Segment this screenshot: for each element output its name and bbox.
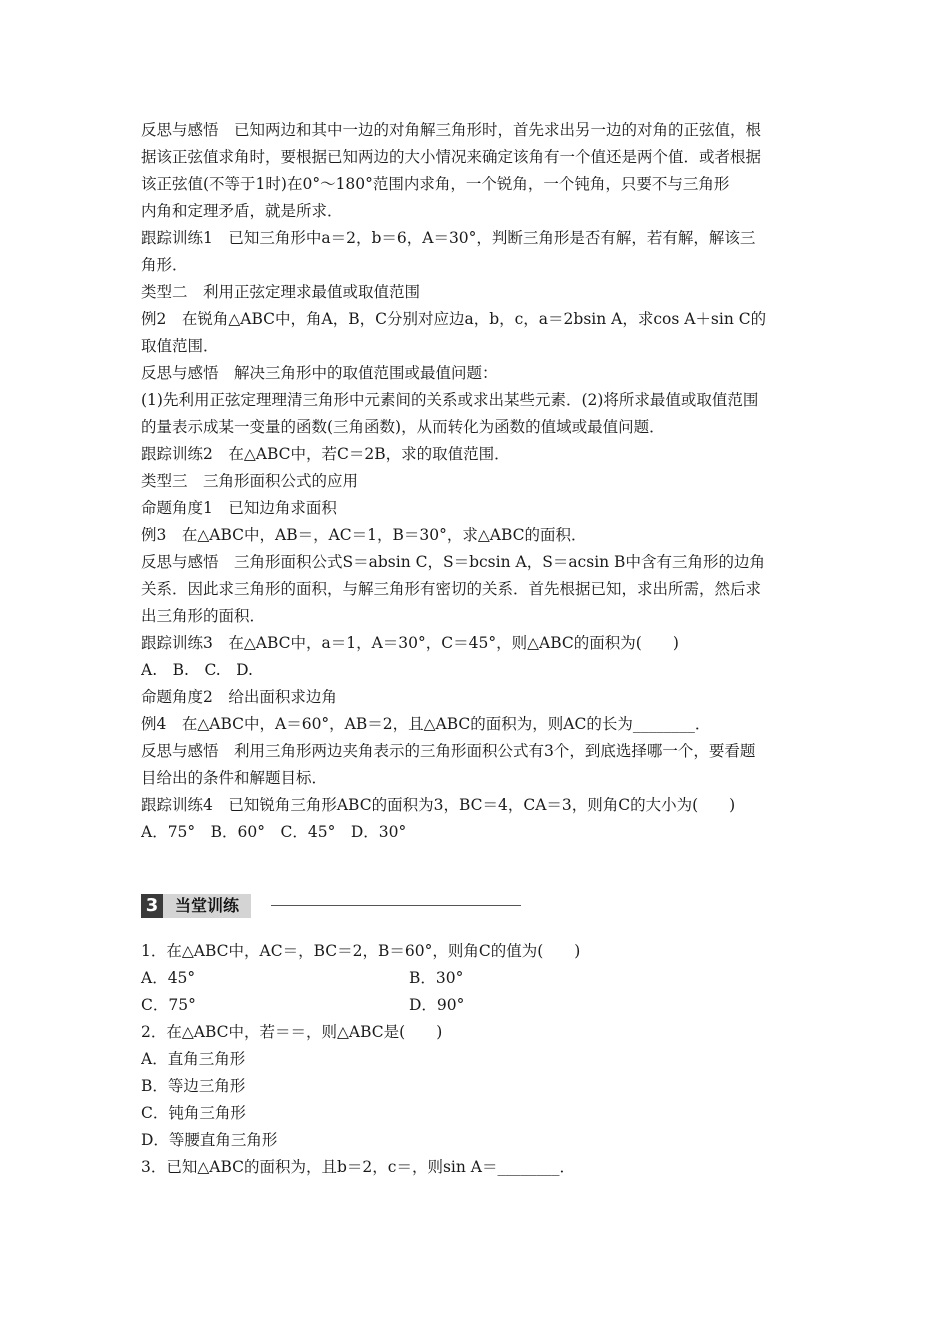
text-line: 反思与感悟 已知两边和其中一边的对角解三角形时，首先求出另一边的对角的正弦值，根 <box>141 121 762 139</box>
text-line: 内角和定理矛盾，就是所求． <box>141 202 343 220</box>
text-line: 命题角度2 给出面积求边角 <box>141 688 337 706</box>
section-banner <box>141 894 541 918</box>
text-line: 命题角度1 已知边角求面积 <box>141 499 337 517</box>
main-text-block <box>141 117 821 846</box>
section-heading: 类型三 三角形面积公式的应用 <box>141 472 359 490</box>
text-line: 该正弦值(不等于1时)在0°～180°范围内求角，一个锐角，一个钝角，只要不与三角形 <box>141 175 730 193</box>
text-line: 跟踪训练2 在△ABC中，若C＝2B，求的取值范围． <box>141 445 510 463</box>
question-3: 3．已知△ABC的面积为，且b＝2，c＝，则sin A＝________． <box>141 1158 575 1176</box>
option-d: D．等腰直角三角形 <box>141 1131 278 1149</box>
text-line: 跟踪训练1 已知三角形中a＝2，b＝6，A＝30°，判断三角形是否有解，若有解，解该三 <box>141 229 756 247</box>
option-row <box>141 965 821 992</box>
text-line: 出三角形的面积． <box>141 607 266 625</box>
text-line: 的量表示成某一变量的函数(三角函数)，从而转化为函数的值域或最值问题． <box>141 418 665 436</box>
option-d: D．90° <box>409 996 465 1014</box>
text-line: 关系．因此求三角形的面积，与解三角形有密切的关系．首先根据已知，求出所需，然后求 <box>141 580 762 598</box>
option-c: C．75° <box>141 996 196 1014</box>
question-1: 1．在△ABC中，AC＝，BC＝2，B＝60°，则角C的值为( ) <box>141 942 581 960</box>
text-line: 例3 在△ABC中，AB＝，AC＝1，B＝30°，求△ABC的面积． <box>141 526 587 544</box>
option-b: B．30° <box>409 969 464 987</box>
section-title: 当堂训练 <box>163 894 251 918</box>
exercise-block <box>141 938 821 1181</box>
text-line: 跟踪训练3 在△ABC中，a＝1，A＝30°，C＝45°，则△ABC的面积为( ) <box>141 634 679 652</box>
section-heading: 类型二 利用正弦定理求最值或取值范围 <box>141 283 421 301</box>
text-line: 取值范围． <box>141 337 219 355</box>
text-line: 例4 在△ABC中，A＝60°，AB＝2，且△ABC的面积为，则AC的长为________． <box>141 715 711 733</box>
text-line: 反思与感悟 解决三角形中的取值范围或最值问题： <box>141 364 498 382</box>
option-b: B．等边三角形 <box>141 1077 246 1095</box>
text-line: 目给出的条件和解题目标． <box>141 769 328 787</box>
option-a: A．45° <box>141 969 196 987</box>
text-line: A. B. C. D. <box>141 661 253 679</box>
text-line: 例2 在锐角△ABC中，角A，B，C分别对应边a，b，c，a＝2bsin A，求cos A＋sin C的 <box>141 310 767 328</box>
text-line: 据该正弦值求角时，要根据已知两边的大小情况来确定该角有一个值还是两个值．或者根据 <box>141 148 762 166</box>
section-rule <box>271 905 521 906</box>
section-number: 3 <box>141 894 163 918</box>
text-line: 角形． <box>141 256 188 274</box>
text-line: 跟踪训练4 已知锐角三角形ABC的面积为3，BC＝4，CA＝3，则角C的大小为( ) <box>141 796 736 814</box>
text-line: 反思与感悟 利用三角形两边夹角表示的三角形面积公式有3个，到底选择哪一个，要看题 <box>141 742 756 760</box>
option-c: C．钝角三角形 <box>141 1104 246 1122</box>
option-row <box>141 992 821 1019</box>
text-line: (1)先利用正弦定理理清三角形中元素间的关系或求出某些元素．(2)将所求最值或取值范围 <box>141 391 759 409</box>
text-line: 反思与感悟 三角形面积公式S＝absin C，S＝bcsin A，S＝acsin B中含有三角形的边角 <box>141 553 765 571</box>
text-line: A．75° B．60° C．45° D．30° <box>141 823 407 841</box>
question-2: 2．在△ABC中，若＝＝，则△ABC是( ) <box>141 1023 443 1041</box>
option-a: A．直角三角形 <box>141 1050 246 1068</box>
